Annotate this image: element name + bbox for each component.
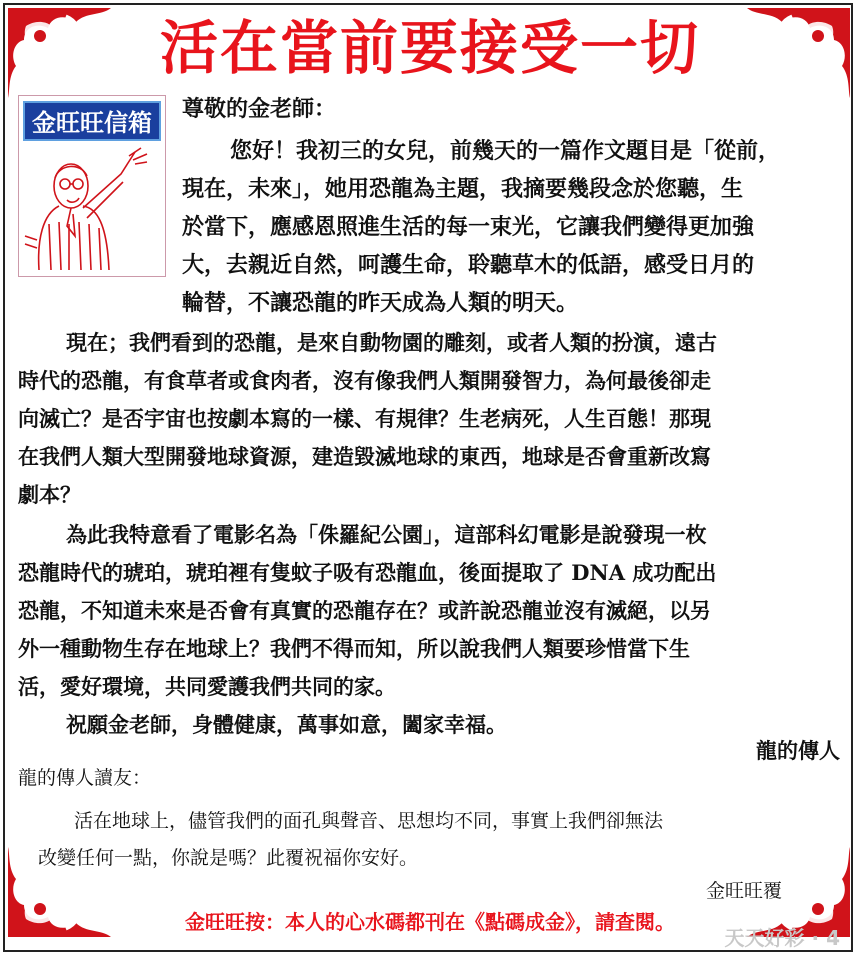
letter-signature: 龍的傳人 (756, 738, 840, 763)
mailbox-label: 金旺旺信箱 (23, 101, 161, 141)
letter-line: 劇本？ (18, 482, 81, 507)
letter-line: 大，去親近自然，呵護生命，聆聽草木的低語，感受日月的 (182, 252, 755, 278)
letter-line: 恐龍，不知道未來是否會有真實的恐龍存在？或許說恐龍並沒有滅絕，以另 (18, 598, 711, 623)
letter-line: 為此我特意看了電影名為「侏羅紀公園」，這部科幻電影是說發現一枚 (66, 522, 707, 547)
letter-line: 時代的恐龍，有食草者或食肉者，沒有像我們人類開發智力，為何最後卻走 (18, 368, 711, 393)
reply-line: 活在地球上，儘管我們的面孔與聲音、思想均不同，事實上我們卻無法 (74, 810, 664, 832)
letter-line: 現在；我們看到的恐龍，是來自動物園的雕刻，或者人類的扮演，遠古 (66, 330, 717, 355)
letter-line: 向滅亡？是否宇宙也按劇本寫的一樣、有規律？生老病死，人生百態！那現 (18, 406, 711, 431)
letter-line: 祝願金老師，身體健康，萬事如意，闔家幸福。 (66, 712, 507, 737)
letter-line: 外一種動物生存在地球上？我們不得而知，所以說我們人類要珍惜當下生 (18, 636, 690, 661)
watermark: 天天好彩 · 4 (724, 926, 840, 950)
mailbox-badge (18, 95, 166, 277)
letter-salutation: 尊敬的金老師： (182, 96, 337, 122)
letter-line: 在我們人類大型開發地球資源，建造毀滅地球的東西，地球是否會重新改寫 (18, 444, 711, 469)
footer-note: 金旺旺按：本人的心水碼都刊在《點碼成金》，請查閱。 (185, 910, 675, 934)
page-title: 活在當前要接受一切 (159, 14, 700, 82)
letter-line: 於當下，應感恩照進生活的每一束光，它讓我們變得更加強 (182, 214, 755, 240)
letter-line: 輪替，不讓恐龍的昨天成為人類的明天。 (182, 290, 579, 316)
letter-line: 現在，未來」，她用恐龍為主題，我摘要幾段念於您聽，生 (182, 176, 744, 202)
letter-line: 恐龍時代的琥珀，琥珀裡有隻蚊子吸有恐龍血，後面提取了 DNA 成功配出 (18, 560, 717, 585)
letter-line: 您好！我初三的女兒，前幾天的一篇作文題目是「從前， (230, 138, 781, 164)
reply-line: 改變任何一點，你說是嗎？此覆祝福你安好。 (38, 847, 419, 869)
letter-line: 活，愛好環境，共同愛護我們共同的家。 (18, 674, 396, 699)
teacher-illustration-icon (23, 144, 161, 272)
reply-signature: 金旺旺覆 (705, 880, 782, 902)
reply-salutation: 龍的傳人讀友： (18, 767, 152, 789)
